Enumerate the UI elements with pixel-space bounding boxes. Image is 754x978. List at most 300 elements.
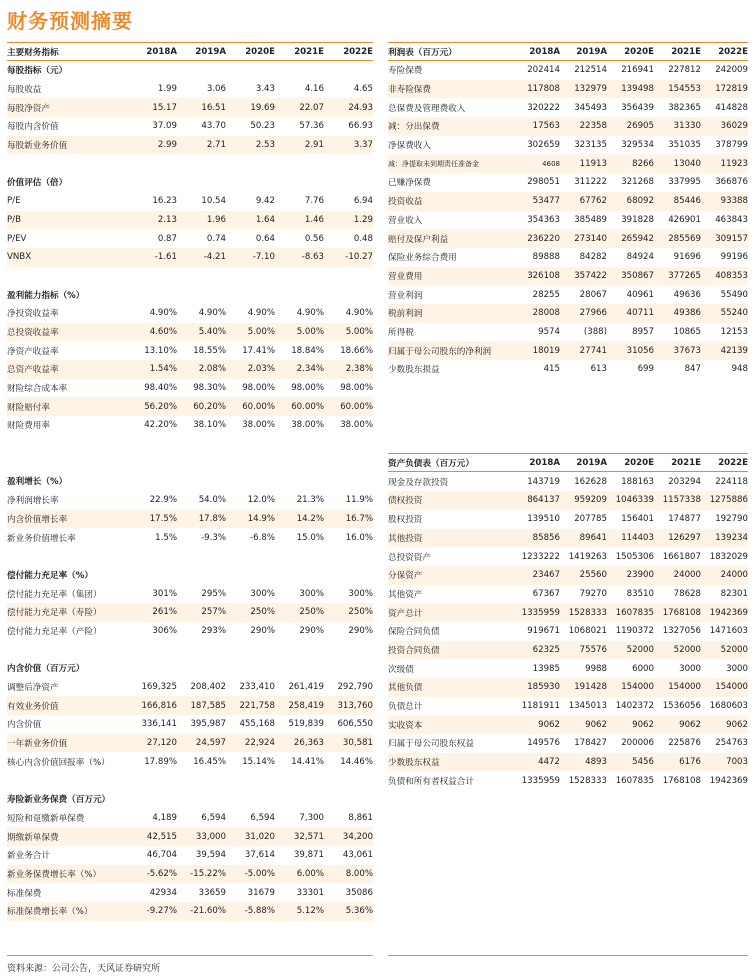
- row-value: 38.00%: [340, 420, 373, 431]
- row-value: 1.96: [206, 214, 226, 225]
- row-value: 4.60%: [149, 326, 177, 337]
- left-table-row: [7, 584, 373, 603]
- row-value: 290%: [348, 625, 373, 636]
- row-value: 311222: [574, 177, 607, 188]
- row-label: 其他资产: [388, 589, 423, 600]
- row-value: 321268: [621, 177, 654, 188]
- row-value: 337995: [668, 177, 701, 188]
- row-value: 1046339: [615, 495, 654, 506]
- row-value: 3000: [679, 663, 701, 674]
- left-spacer-row: [7, 771, 373, 790]
- row-value: 16.7%: [345, 513, 373, 524]
- row-value: 0.87: [157, 233, 177, 244]
- row-value: 1832029: [709, 551, 748, 562]
- left-table-row: [7, 734, 373, 753]
- row-value: 23900: [626, 570, 654, 581]
- left-spacer-row: [7, 267, 373, 286]
- row-value: 174877: [668, 514, 701, 525]
- row-value: 261%: [152, 607, 177, 618]
- row-value: 185930: [527, 682, 560, 693]
- row-value: 28008: [532, 308, 560, 319]
- row-value: 1335959: [521, 775, 560, 786]
- row-value: 93388: [720, 196, 748, 207]
- row-value: 56.20%: [144, 401, 177, 412]
- row-value: 13.10%: [144, 345, 177, 356]
- row-label: 归属于母公司股东的净利润: [388, 346, 492, 357]
- left-table-row: [7, 528, 373, 547]
- row-value: 50.23: [250, 121, 275, 132]
- row-value: 21.3%: [296, 495, 324, 506]
- row-value: 1680603: [709, 701, 748, 712]
- right-table-row: [388, 585, 748, 604]
- row-value: 169,325: [141, 682, 177, 693]
- row-value: 31056: [626, 345, 654, 356]
- row-value: 4.16: [304, 84, 324, 95]
- row-label: 营业利润: [388, 290, 423, 301]
- row-value: 17563: [532, 121, 560, 132]
- row-value: 25560: [579, 570, 607, 581]
- row-label: 每股净资产: [7, 103, 50, 114]
- row-value: 9988: [585, 663, 607, 674]
- row-value: 16.0%: [345, 532, 373, 543]
- row-value: 38.00%: [242, 420, 275, 431]
- row-value: 2021E: [671, 46, 701, 57]
- row-value: 24.93: [348, 102, 373, 113]
- row-value: 4.90%: [149, 308, 177, 319]
- row-value: 9062: [726, 719, 748, 730]
- row-value: 227812: [668, 65, 701, 76]
- row-label: 财险费用率: [7, 421, 50, 432]
- row-value: -9.3%: [201, 532, 226, 543]
- row-value: 847: [684, 364, 701, 375]
- right-table-row: [388, 697, 748, 716]
- row-label: 总投资收益率: [7, 327, 59, 338]
- row-value: 208,402: [190, 682, 226, 693]
- row-value: 18.84%: [291, 345, 324, 356]
- left-table-row: [7, 98, 373, 117]
- row-value: -10.27: [345, 252, 373, 263]
- row-value: 1233222: [521, 551, 560, 562]
- row-value: 225876: [668, 738, 701, 749]
- row-value: 22358: [579, 121, 607, 132]
- row-value: 49636: [673, 289, 701, 300]
- row-value: 5456: [632, 757, 654, 768]
- row-label: 每股内含价值: [7, 122, 59, 133]
- row-value: 30,581: [342, 738, 373, 749]
- row-value: 1536056: [662, 701, 701, 712]
- row-value: 414828: [715, 102, 748, 113]
- row-value: 37,614: [244, 850, 275, 861]
- left-table-row: [7, 510, 373, 529]
- row-value: 2.03%: [247, 364, 275, 375]
- row-value: 5.36%: [345, 906, 373, 917]
- row-label: 保险业务综合费用: [388, 253, 457, 264]
- left-spacer-row: [7, 154, 373, 173]
- row-label: 非寿险保费: [388, 85, 431, 96]
- row-value: 3.37: [353, 140, 373, 151]
- row-value: 22.9%: [149, 495, 177, 506]
- row-label: 标准保费: [7, 888, 42, 899]
- row-value: 53477: [532, 196, 560, 207]
- row-value: 17.41%: [242, 345, 275, 356]
- row-value: 200006: [621, 738, 654, 749]
- row-value: 309157: [715, 233, 748, 244]
- row-value: 2.91: [304, 140, 324, 151]
- row-value: 187,585: [190, 700, 226, 711]
- row-value: -5.88%: [244, 906, 275, 917]
- row-value: 3.43: [255, 84, 275, 95]
- left-table-row: [7, 752, 373, 771]
- row-label: 减：分出保费: [388, 122, 440, 133]
- row-value: 42934: [149, 887, 177, 898]
- row-value: 28255: [532, 289, 560, 300]
- row-value: 55240: [720, 308, 748, 319]
- row-value: 154000: [715, 682, 748, 693]
- row-value: 98.40%: [144, 383, 177, 394]
- row-label: 负债总计: [388, 702, 423, 713]
- row-value: 37673: [673, 345, 701, 356]
- row-value: 68092: [626, 196, 654, 207]
- row-value: 172819: [715, 84, 748, 95]
- row-label: 负债和所有者权益合计: [388, 776, 474, 787]
- row-value: 302659: [527, 140, 560, 151]
- row-value: 2.53: [255, 140, 275, 151]
- row-label: 其他负债: [388, 683, 423, 694]
- right-table-row: [388, 641, 748, 660]
- row-value: 42139: [720, 345, 748, 356]
- row-value: 236220: [527, 233, 560, 244]
- left-spacer-row: [7, 453, 373, 472]
- right-table-row: [388, 323, 748, 342]
- row-value: 1607835: [615, 775, 654, 786]
- left-table-row: [7, 80, 373, 99]
- right-table-row: [388, 678, 748, 697]
- row-value: 6000: [632, 663, 654, 674]
- row-label: 其他投资: [388, 533, 423, 544]
- row-value: 23467: [532, 570, 560, 581]
- row-value: 326108: [527, 270, 560, 281]
- row-value: 216941: [621, 65, 654, 76]
- row-value: 203294: [668, 476, 701, 487]
- row-value: 9574: [538, 326, 560, 337]
- row-label: 减：净提取未到期责任准备金: [388, 159, 479, 168]
- row-value: 13985: [532, 663, 560, 674]
- row-value: 156401: [621, 514, 654, 525]
- row-value: 1942369: [709, 607, 748, 618]
- left-section-row: [7, 472, 373, 491]
- row-value: 28067: [579, 289, 607, 300]
- row-value: 285569: [668, 233, 701, 244]
- row-value: 178427: [574, 738, 607, 749]
- row-value: 1528333: [568, 775, 607, 786]
- right-table-row: [388, 248, 748, 267]
- row-label: 价值评估（倍）: [7, 178, 68, 189]
- row-value: 1.99: [157, 84, 177, 95]
- row-value: 16.45%: [193, 756, 226, 767]
- row-value: 6,594: [201, 812, 226, 823]
- row-value: 408353: [715, 270, 748, 281]
- row-value: 4.90%: [345, 308, 373, 319]
- left-table-row: [7, 622, 373, 641]
- row-value: 212514: [574, 65, 607, 76]
- row-value: 1471603: [709, 626, 748, 637]
- row-value: 52000: [673, 644, 701, 655]
- row-value: -9.27%: [146, 906, 177, 917]
- row-value: 356439: [621, 102, 654, 113]
- row-value: 132979: [574, 84, 607, 95]
- right-header-row: [388, 42, 748, 61]
- row-value: 0.56: [304, 233, 324, 244]
- row-value: 60.20%: [193, 401, 226, 412]
- row-value: 139510: [527, 514, 560, 525]
- left-table-row: [7, 883, 373, 902]
- row-value: 60.00%: [291, 401, 324, 412]
- row-value: 2020E: [624, 46, 654, 57]
- left-table-row: [7, 136, 373, 155]
- row-value: 254763: [715, 738, 748, 749]
- row-value: 1402372: [615, 701, 654, 712]
- row-value: 33659: [198, 887, 226, 898]
- row-value: 1190372: [615, 626, 654, 637]
- row-value: 16.23: [152, 196, 177, 207]
- row-label: 一年新业务价值: [7, 739, 68, 750]
- row-value: 18.55%: [193, 345, 226, 356]
- row-value: 4,189: [152, 812, 177, 823]
- row-value: 1157338: [662, 495, 701, 506]
- row-value: 98.00%: [242, 383, 275, 394]
- row-value: 67762: [579, 196, 607, 207]
- row-value: -5.00%: [244, 868, 275, 879]
- left-table-row: [7, 341, 373, 360]
- row-value: 32,571: [293, 831, 324, 842]
- row-value: -8.63: [301, 252, 324, 263]
- row-value: 16.51: [201, 102, 226, 113]
- row-value: 1.46: [304, 214, 324, 225]
- row-value: 26,363: [293, 738, 324, 749]
- row-label: 有效业务价值: [7, 701, 59, 712]
- row-value: 55490: [720, 289, 748, 300]
- row-value: 66.93: [348, 121, 373, 132]
- row-value: 14.2%: [296, 513, 324, 524]
- row-value: 126297: [668, 532, 701, 543]
- row-label: 标准保费增长率（%）: [7, 907, 93, 918]
- right-table-row: [388, 80, 748, 99]
- row-value: 8,861: [348, 812, 373, 823]
- row-value: 26905: [626, 121, 654, 132]
- row-value: 1768108: [662, 775, 701, 786]
- row-value: 2.38%: [345, 364, 373, 375]
- row-label: 每股收益: [7, 85, 42, 96]
- row-value: 75576: [579, 644, 607, 655]
- row-label: 总保费及管理费收入: [388, 103, 466, 114]
- left-table-row: [7, 248, 373, 267]
- right-spacer-row: [388, 416, 748, 435]
- row-value: 0.74: [206, 233, 226, 244]
- row-value: 2019A: [576, 46, 607, 57]
- row-value: 42.20%: [144, 420, 177, 431]
- left-table-row: [7, 678, 373, 697]
- row-label: 总投资资产: [388, 552, 431, 563]
- right-table-row: [388, 136, 748, 155]
- row-value: 202414: [527, 65, 560, 76]
- left-table-row: [7, 603, 373, 622]
- right-table-row: [388, 341, 748, 360]
- left-table-row: [7, 323, 373, 342]
- row-value: 1327056: [662, 626, 701, 637]
- row-value: 34,200: [342, 831, 373, 842]
- row-value: 250%: [348, 607, 373, 618]
- row-label: 债权投资: [388, 496, 423, 507]
- row-value: 2018A: [146, 46, 177, 57]
- right-table-row: [388, 117, 748, 136]
- row-value: 4.90%: [247, 308, 275, 319]
- row-label: 总资产收益率: [7, 365, 59, 376]
- row-value: 84924: [626, 252, 654, 263]
- right-spacer-row: [388, 435, 748, 454]
- row-label: 已赚净保费: [388, 178, 431, 189]
- row-value: 295%: [201, 588, 226, 599]
- row-value: 313,760: [337, 700, 373, 711]
- row-value: 292,790: [337, 682, 373, 693]
- row-value: 33301: [296, 887, 324, 898]
- source-note: 资料来源：公司公告，天风证券研究所: [7, 964, 161, 974]
- left-table-row: [7, 117, 373, 136]
- row-value: 1181911: [521, 701, 560, 712]
- row-value: 1335959: [521, 607, 560, 618]
- row-value: 919671: [527, 626, 560, 637]
- row-value: 382365: [668, 102, 701, 113]
- row-label: 净利润增长率: [7, 496, 59, 507]
- row-value: 2018A: [529, 46, 560, 57]
- row-value: 948: [731, 364, 748, 375]
- row-label: 盈利能力指标（%）: [7, 290, 85, 301]
- row-label: 内含价值（百万元）: [7, 664, 85, 675]
- row-value: 290%: [250, 625, 275, 636]
- row-value: 6176: [679, 757, 701, 768]
- row-label: P/EV: [7, 233, 27, 244]
- right-table-row: [388, 566, 748, 585]
- left-table-row: [7, 827, 373, 846]
- row-value: 2.34%: [296, 364, 324, 375]
- row-value: 17.8%: [198, 513, 226, 524]
- left-section-row: [7, 659, 373, 678]
- left-table-row: [7, 304, 373, 323]
- row-value: 293%: [201, 625, 226, 636]
- row-value: 2019A: [576, 457, 607, 468]
- row-value: 82301: [720, 588, 748, 599]
- right-table-bottom-rule: [388, 955, 748, 956]
- row-value: 11913: [579, 158, 607, 169]
- left-table-row: [7, 865, 373, 884]
- row-value: 301%: [152, 588, 177, 599]
- row-label: 核心内含价值回报率（%）: [7, 757, 110, 768]
- left-spacer-row: [7, 547, 373, 566]
- row-value: 22.07: [299, 102, 324, 113]
- row-value: 8266: [632, 158, 654, 169]
- right-header-row: [388, 453, 748, 472]
- row-value: 2022E: [718, 457, 748, 468]
- right-table-row: [388, 510, 748, 529]
- row-value: 33,000: [195, 831, 226, 842]
- left-section-row: [7, 173, 373, 192]
- row-value: 60.00%: [340, 401, 373, 412]
- row-value: 98.00%: [291, 383, 324, 394]
- row-value: 1607835: [615, 607, 654, 618]
- row-label: 资产总计: [388, 608, 423, 619]
- row-value: 43,061: [342, 850, 373, 861]
- row-label: 资产负债表（百万元）: [388, 458, 474, 469]
- row-value: 257%: [201, 607, 226, 618]
- row-value: 139234: [715, 532, 748, 543]
- row-value: 320222: [527, 102, 560, 113]
- left-table-row: [7, 360, 373, 379]
- row-value: 2.71: [206, 140, 226, 151]
- row-label: 营业费用: [388, 271, 423, 282]
- row-value: 385489: [574, 214, 607, 225]
- row-label: 每股新业务价值: [7, 141, 68, 152]
- row-value: 19.69: [250, 102, 275, 113]
- row-value: 1.29: [353, 214, 373, 225]
- row-value: 426901: [668, 214, 701, 225]
- left-section-row: [7, 285, 373, 304]
- row-value: 3000: [726, 663, 748, 674]
- row-value: 38.10%: [193, 420, 226, 431]
- left-table-row: [7, 379, 373, 398]
- row-value: 1.54%: [149, 364, 177, 375]
- right-table-row: [388, 472, 748, 491]
- left-table-row: [7, 416, 373, 435]
- row-value: 5.00%: [296, 326, 324, 337]
- row-value: 336,141: [141, 719, 177, 730]
- left-spacer-row: [7, 640, 373, 659]
- row-value: 1345013: [568, 701, 607, 712]
- left-table-row: [7, 491, 373, 510]
- row-label: 净投资收益率: [7, 309, 59, 320]
- row-value: 7.76: [304, 196, 324, 207]
- row-value: -6.8%: [250, 532, 275, 543]
- row-value: 79270: [579, 588, 607, 599]
- row-value: 39,871: [293, 850, 324, 861]
- row-value: 98.30%: [193, 383, 226, 394]
- row-value: 354363: [527, 214, 560, 225]
- row-value: 149576: [527, 738, 560, 749]
- row-value: 154553: [668, 84, 701, 95]
- row-label: 少数股东权益: [388, 758, 440, 769]
- row-value: 4608: [542, 159, 560, 168]
- row-value: 114403: [621, 532, 654, 543]
- row-value: 18.66%: [340, 345, 373, 356]
- row-label: 内含价值: [7, 720, 42, 731]
- row-label: 投资合同负债: [388, 645, 440, 656]
- left-section-row: [7, 566, 373, 585]
- row-value: 24,597: [195, 738, 226, 749]
- right-table-row: [388, 285, 748, 304]
- row-label: 投资收益: [388, 197, 423, 208]
- row-value: 2021E: [671, 457, 701, 468]
- row-value: 1768108: [662, 607, 701, 618]
- right-spacer-row: [388, 379, 748, 398]
- right-table-row: [388, 267, 748, 286]
- row-value: 10.54: [201, 196, 226, 207]
- left-table-row: [7, 211, 373, 230]
- right-spacer-row: [388, 397, 748, 416]
- right-table-row: [388, 529, 748, 548]
- row-value: 24000: [673, 570, 701, 581]
- row-value: 207785: [574, 514, 607, 525]
- left-table-row: [7, 809, 373, 828]
- right-table-row: [388, 491, 748, 510]
- row-value: 2.08%: [198, 364, 226, 375]
